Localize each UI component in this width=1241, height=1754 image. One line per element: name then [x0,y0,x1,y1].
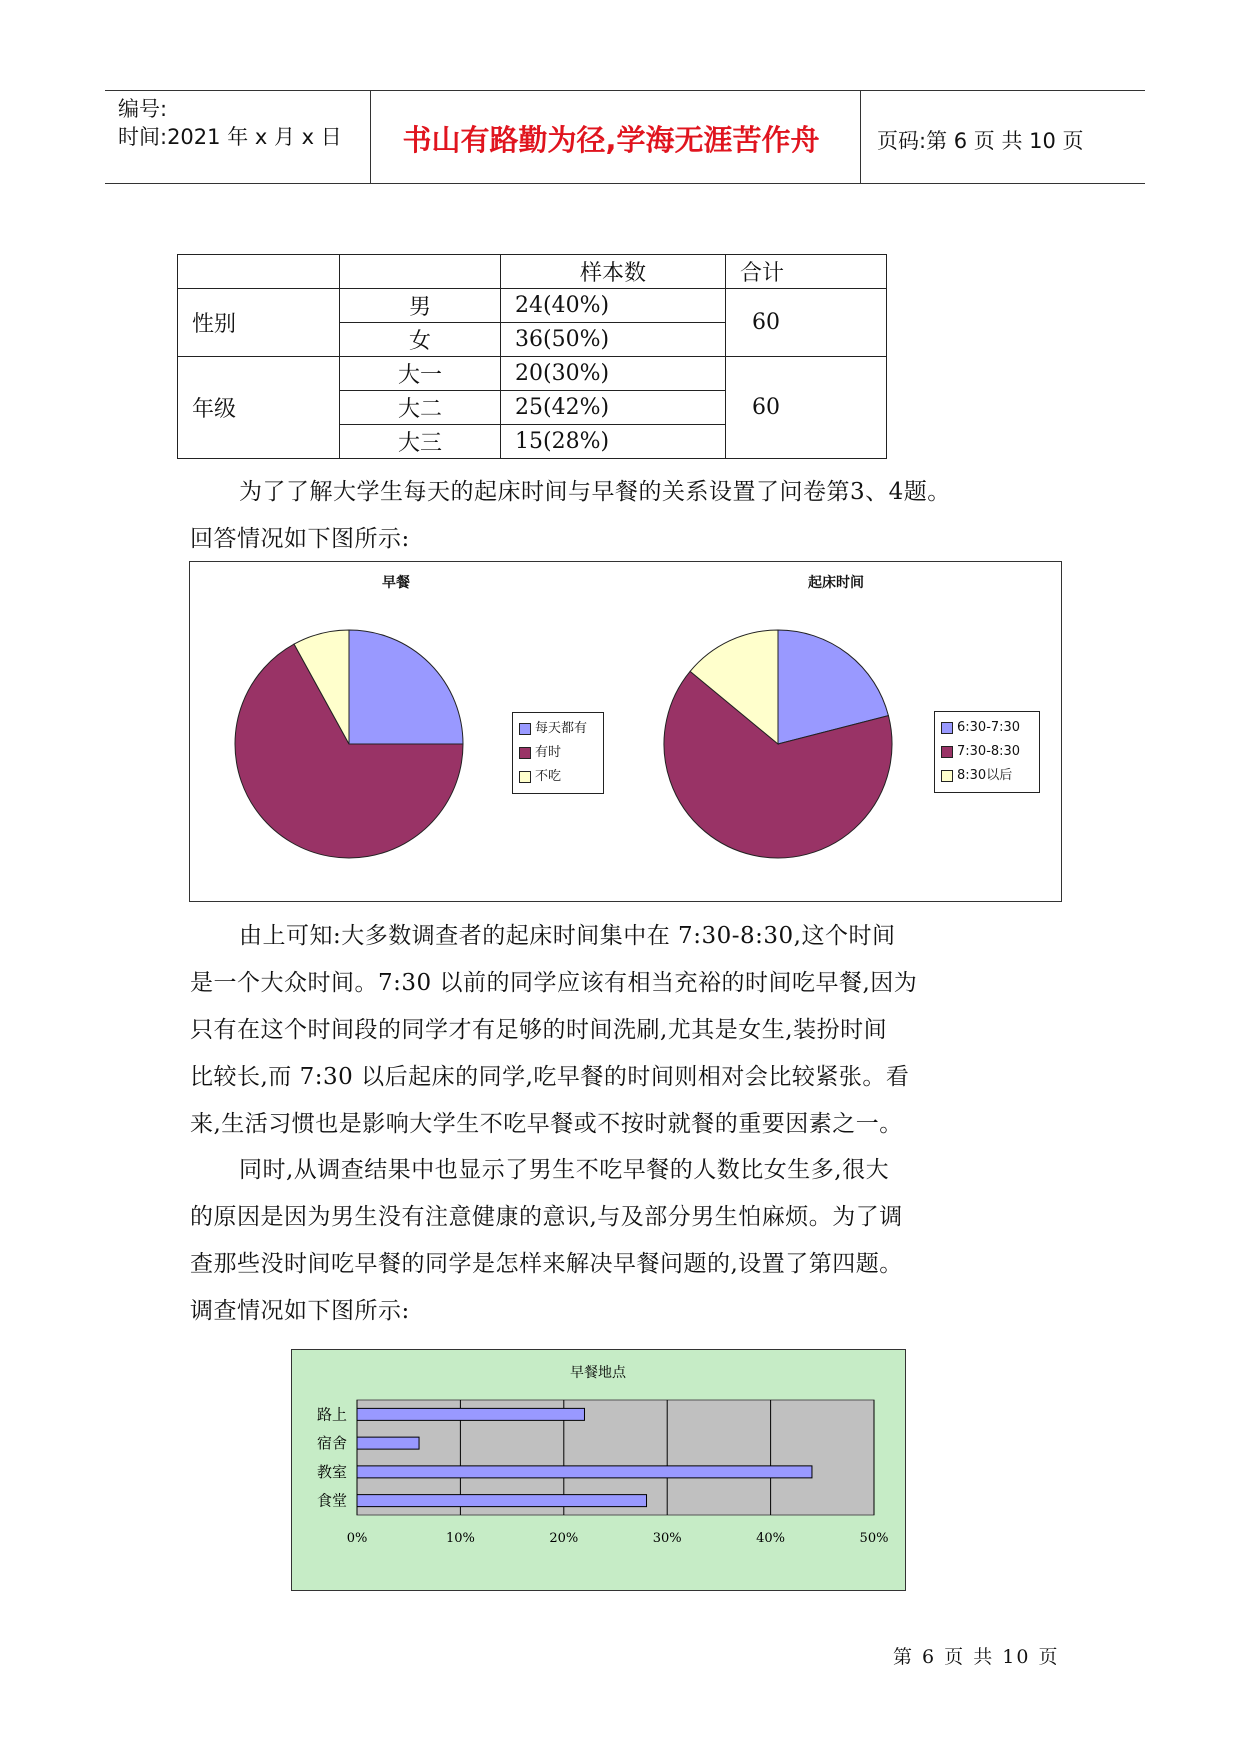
header-number-label: 编号: [118,97,168,121]
analysis-paragraph [190,913,970,1148]
legend-item [941,716,1033,740]
legend-swatch [519,723,531,735]
grade-freshman: 大一 [340,357,501,391]
grade-freshman-count: 20(30%) [501,357,726,391]
legend-item [941,740,1033,764]
grade-sophomore: 大二 [340,391,501,425]
paragraph-line: 来,生活习惯也是影响大学生不吃早餐或不按时就餐的重要因素之一。 [190,1111,903,1137]
legend-item [941,764,1033,788]
legend-swatch [519,771,531,783]
table-header-cell [178,255,340,289]
pie-charts-figure [189,561,1062,902]
paragraph-line: 只有在这个时间段的同学才有足够的时间洗刷,尤其是女生,装扮时间 [190,1017,888,1043]
table-header-cell [340,255,501,289]
legend-label: 不吃 [535,769,562,784]
gender-label: 性别 [178,289,340,357]
header-page-label: 页码:第 6 页 共 10 页 [877,129,1084,153]
header-bottom-rule [105,183,1145,184]
y-category-label: 宿舍 [316,1434,347,1453]
grade-label: 年级 [178,357,340,459]
table-header-total: 合计 [726,255,887,289]
bar-chart-title: 早餐地点 [570,1365,626,1381]
header-motto: 书山有路勤为径,学海无涯苦作舟 [402,123,820,157]
legend-item [519,765,597,789]
pie-breakfast [190,562,1061,901]
gender-female-count: 36(50%) [501,323,726,357]
bar [357,1495,647,1507]
sample-table [177,254,887,459]
paragraph-line: 的原因是因为男生没有注意健康的意识,与及部分男生怕麻烦。为了调 [190,1204,903,1230]
x-tick-label: 50% [859,1531,889,1546]
pie-slice [349,630,463,744]
paragraph-line: 同时,从调查结果中也显示了男生不吃早餐的人数比女生多,很大 [239,1157,890,1183]
legend-swatch [519,747,531,759]
x-tick-label: 40% [756,1531,786,1546]
grade-junior: 大三 [340,425,501,459]
paragraph-line: 由上可知:大多数调查者的起床时间集中在 7:30-8:30,这个时间 [239,923,896,949]
legend-swatch [941,746,953,758]
legend-label: 有时 [535,745,562,760]
paragraph-line: 是一个大众时间。7:30 以前的同学应该有相当充裕的时间吃早餐,因为 [190,970,918,996]
bar [357,1408,584,1420]
legend-swatch [941,770,953,782]
bar-chart [292,1350,905,1590]
x-tick-label: 20% [549,1531,579,1546]
y-category-label: 食堂 [316,1491,347,1510]
table-header-sample: 样本数 [501,255,726,289]
grade-sophomore-count: 25(42%) [501,391,726,425]
paragraph-line: 为了了解大学生每天的起床时间与早餐的关系设置了问卷第3、4题。 [239,479,951,505]
legend-item [519,717,597,741]
legend-label: 8:30以后 [957,768,1013,783]
page-footer: 第 6 页 共 10 页 [893,1646,1060,1668]
intro-paragraph [190,469,970,563]
header-top-rule [105,90,1145,91]
x-tick-label: 10% [445,1531,475,1546]
legend-item [519,741,597,765]
table-row [178,357,887,391]
bar [357,1466,812,1478]
pie-breakfast-legend [512,712,604,794]
grade-junior-count: 15(28%) [501,425,726,459]
table-header-row [178,255,887,289]
pie-wakeup-title: 起床时间 [808,575,864,591]
y-category-label: 教室 [316,1462,347,1481]
pie-wakeup-legend [934,711,1040,793]
paragraph-line: 查那些没时间吃早餐的同学是怎样来解决早餐问题的,设置了第四题。 [190,1251,903,1277]
paragraph-line: 比较长,而 7:30 以后起床的同学,吃早餐的时间则相对会比较紧张。看 [190,1064,910,1090]
paragraph-line: 调查情况如下图所示: [190,1298,410,1324]
paragraph-line: 回答情况如下图所示: [190,526,410,552]
header-time-label: 时间:2021 年 x 月 x 日 [118,125,342,149]
gender-male-count: 24(40%) [501,289,726,323]
location-paragraph [190,1147,970,1335]
bar-chart-figure [291,1349,906,1591]
table-row [178,289,887,323]
grade-total: 60 [726,357,887,459]
x-tick-label: 30% [652,1531,682,1546]
legend-label: 6:30-7:30 [957,720,1021,735]
y-category-label: 路上 [316,1405,347,1424]
gender-male: 男 [340,289,501,323]
x-tick-label: 0% [346,1531,368,1546]
bar [357,1437,419,1449]
gender-total: 60 [726,289,887,357]
legend-label: 7:30-8:30 [957,744,1021,759]
legend-swatch [941,722,953,734]
gender-female: 女 [340,323,501,357]
legend-label: 每天都有 [535,721,588,736]
pie-breakfast-title: 早餐 [382,575,410,591]
header-divider-right [860,90,861,183]
